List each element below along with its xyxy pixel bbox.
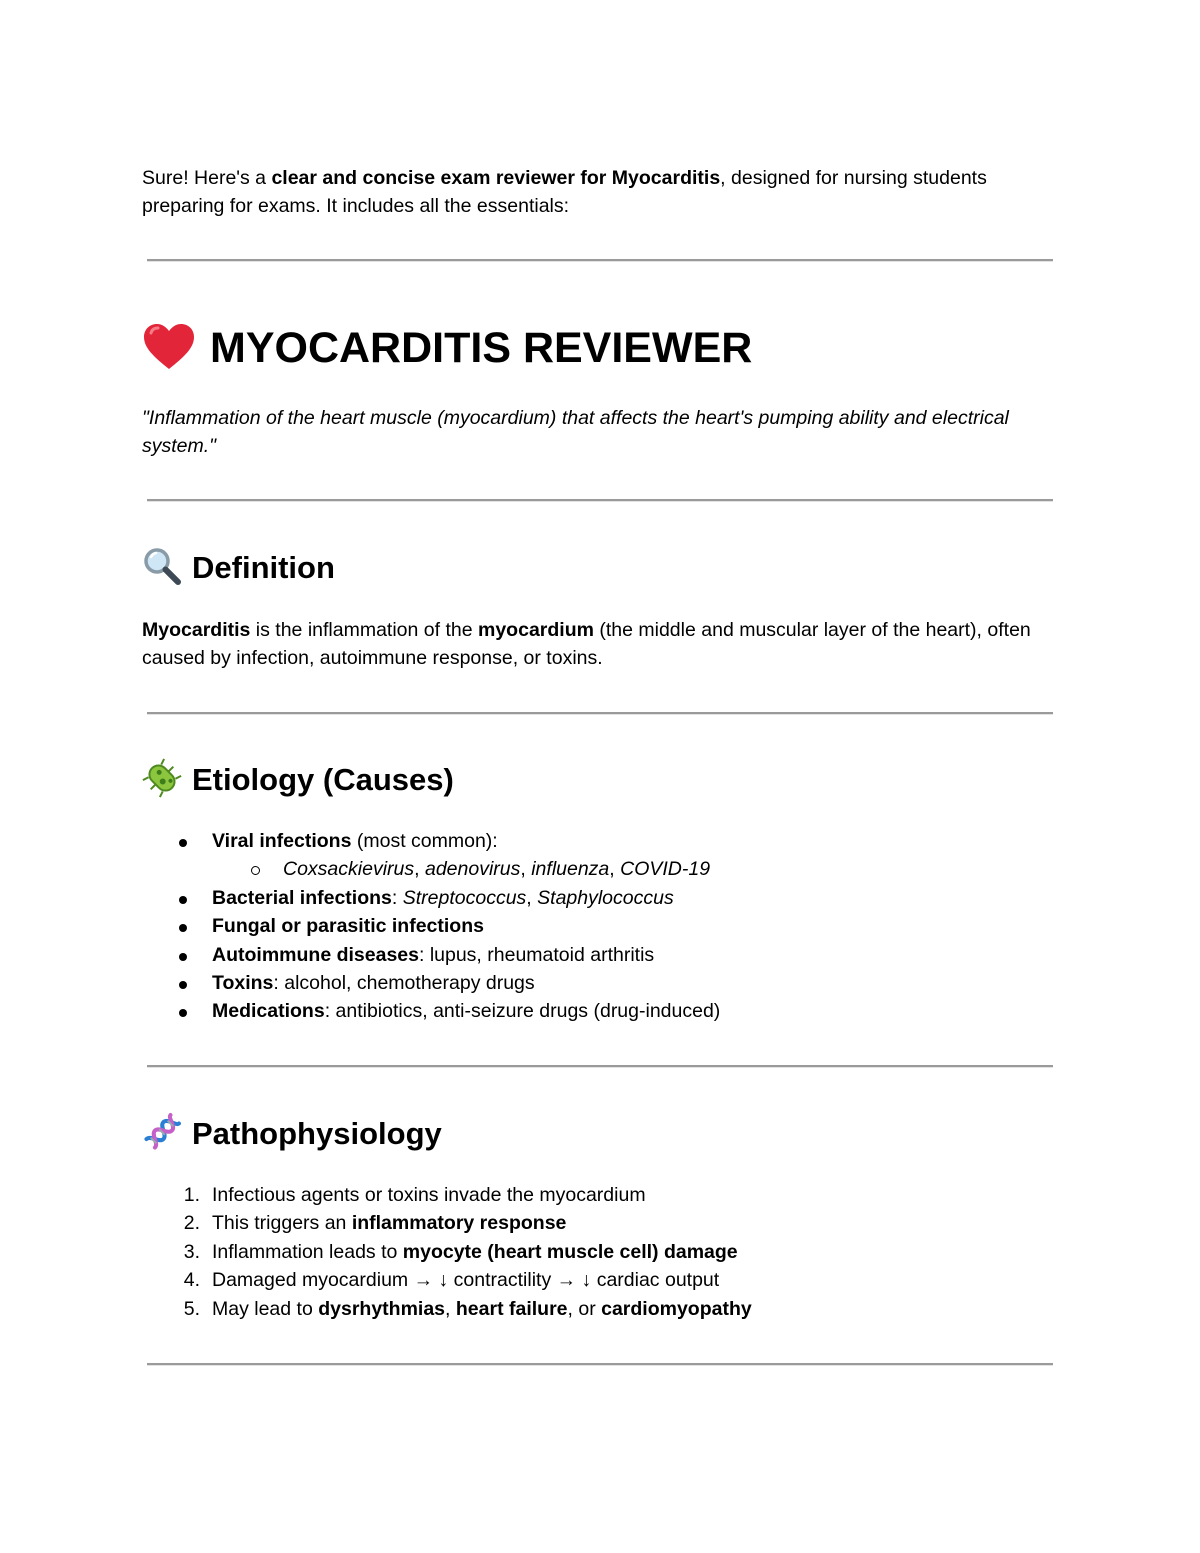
divider bbox=[147, 259, 1053, 262]
pathophysiology-heading-text: Pathophysiology bbox=[192, 1116, 442, 1151]
separator: , bbox=[445, 1297, 456, 1320]
bullet bbox=[179, 839, 187, 847]
definition-paragraph bbox=[142, 616, 1042, 672]
list-item bbox=[142, 1295, 1042, 1323]
list-item-label: Fungal or parasitic infections bbox=[212, 915, 484, 938]
separator: , bbox=[526, 886, 538, 909]
dna-icon bbox=[142, 1112, 182, 1152]
list-item-label: Bacterial infections bbox=[212, 886, 392, 909]
list-number: 5. bbox=[183, 1297, 200, 1320]
separator: , or bbox=[567, 1297, 602, 1320]
list-item bbox=[142, 997, 1042, 1025]
list-number: 4. bbox=[183, 1269, 200, 1292]
bullet bbox=[179, 924, 187, 932]
list-item-bold: heart failure bbox=[455, 1297, 568, 1320]
list-item-text: (most common): bbox=[351, 830, 498, 852]
magnifying-glass-icon bbox=[142, 546, 182, 586]
hollow-bullet bbox=[251, 866, 260, 875]
list-item-text: : lupus, rheumatoid arthritis bbox=[418, 943, 655, 966]
etiology-list bbox=[142, 827, 1042, 1026]
intro-bold-text: clear and concise exam reviewer for Myocarditis bbox=[271, 167, 721, 189]
virus-name: Coxsackievirus bbox=[283, 858, 415, 881]
separator: , bbox=[520, 858, 532, 881]
list-item-label: Viral infections bbox=[212, 830, 352, 852]
red-heart-icon bbox=[142, 323, 196, 371]
list-number: 1. bbox=[183, 1184, 200, 1206]
divider bbox=[147, 499, 1053, 502]
bacteria-name: Streptococcus bbox=[402, 886, 527, 909]
microbe-icon bbox=[142, 758, 182, 798]
list-number: 3. bbox=[183, 1240, 200, 1263]
quote-paragraph bbox=[142, 404, 1042, 460]
virus-name: COVID-19 bbox=[620, 858, 711, 881]
list-item bbox=[142, 1209, 1042, 1237]
list-item-label: Toxins bbox=[212, 972, 274, 995]
separator: , bbox=[414, 858, 425, 881]
page-title bbox=[142, 318, 752, 378]
definition-text-end: (the middle and muscular layer of the heart), often caused by infection, autoimmune response, or toxins. bbox=[142, 619, 1031, 669]
list-item-bold: cardiomyopathy bbox=[601, 1297, 752, 1320]
list-item-text: Damaged myocardium → ↓ contractility → ↓ cardiac output bbox=[212, 1269, 720, 1292]
list-item-label: Autoimmune diseases bbox=[212, 943, 419, 966]
etiology-heading bbox=[142, 758, 454, 802]
definition-term: Myocarditis bbox=[142, 619, 251, 641]
definition-term-2: myocardium bbox=[478, 619, 594, 641]
list-item-label: Medications bbox=[212, 1000, 325, 1023]
etiology-heading-text: Etiology (Causes) bbox=[192, 762, 454, 797]
bullet bbox=[179, 953, 187, 961]
bacteria-name: Staphylococcus bbox=[537, 886, 674, 909]
definition-text: is the inflammation of the bbox=[250, 619, 478, 641]
list-subitem bbox=[142, 855, 1042, 883]
list-item-text: : alcohol, chemotherapy drugs bbox=[273, 972, 535, 995]
separator: : bbox=[391, 886, 403, 909]
separator: , bbox=[609, 858, 621, 881]
bullet bbox=[179, 1009, 187, 1017]
list-item-text: Inflammation leads to bbox=[212, 1240, 403, 1263]
list-item bbox=[142, 941, 1042, 969]
list-item-text: May lead to bbox=[212, 1297, 319, 1320]
intro-text: Sure! Here's a bbox=[142, 167, 272, 189]
title-text: MYOCARDITIS REVIEWER bbox=[210, 324, 753, 372]
list-item bbox=[142, 1238, 1042, 1266]
bullet bbox=[179, 981, 187, 989]
quote-text: "Inflammation of the heart muscle (myocardium) that affects the heart's pumping ability and electrical system." bbox=[142, 407, 1009, 457]
list-item bbox=[142, 1181, 1042, 1209]
intro-paragraph bbox=[142, 164, 1042, 220]
divider bbox=[147, 712, 1053, 715]
intro-text-end: , designed for nursing students preparing for exams. It includes all the essentials: bbox=[142, 167, 987, 217]
list-item-text: : antibiotics, anti-seizure drugs (drug-induced) bbox=[324, 1000, 721, 1023]
list-item bbox=[142, 884, 1042, 912]
list-item-bold: dysrhythmias bbox=[318, 1297, 446, 1320]
bullet bbox=[179, 896, 187, 904]
list-item-bold: myocyte (heart muscle cell) damage bbox=[402, 1240, 738, 1263]
divider bbox=[147, 1363, 1053, 1366]
pathophysiology-list bbox=[142, 1181, 1042, 1323]
definition-heading-text: Definition bbox=[192, 550, 335, 585]
pathophysiology-heading bbox=[142, 1112, 442, 1156]
list-item bbox=[142, 912, 1042, 940]
list-item bbox=[142, 827, 1042, 855]
list-item-text: This triggers an bbox=[212, 1212, 352, 1235]
divider bbox=[147, 1065, 1053, 1068]
virus-name: influenza bbox=[531, 858, 610, 881]
virus-name: adenovirus bbox=[424, 858, 521, 881]
list-item bbox=[142, 1266, 1042, 1294]
list-number: 2. bbox=[183, 1212, 200, 1235]
list-item-bold: inflammatory response bbox=[351, 1212, 567, 1235]
list-item bbox=[142, 969, 1042, 997]
definition-heading bbox=[142, 546, 335, 590]
list-item-text: Infectious agents or toxins invade the myocardium bbox=[212, 1184, 646, 1206]
